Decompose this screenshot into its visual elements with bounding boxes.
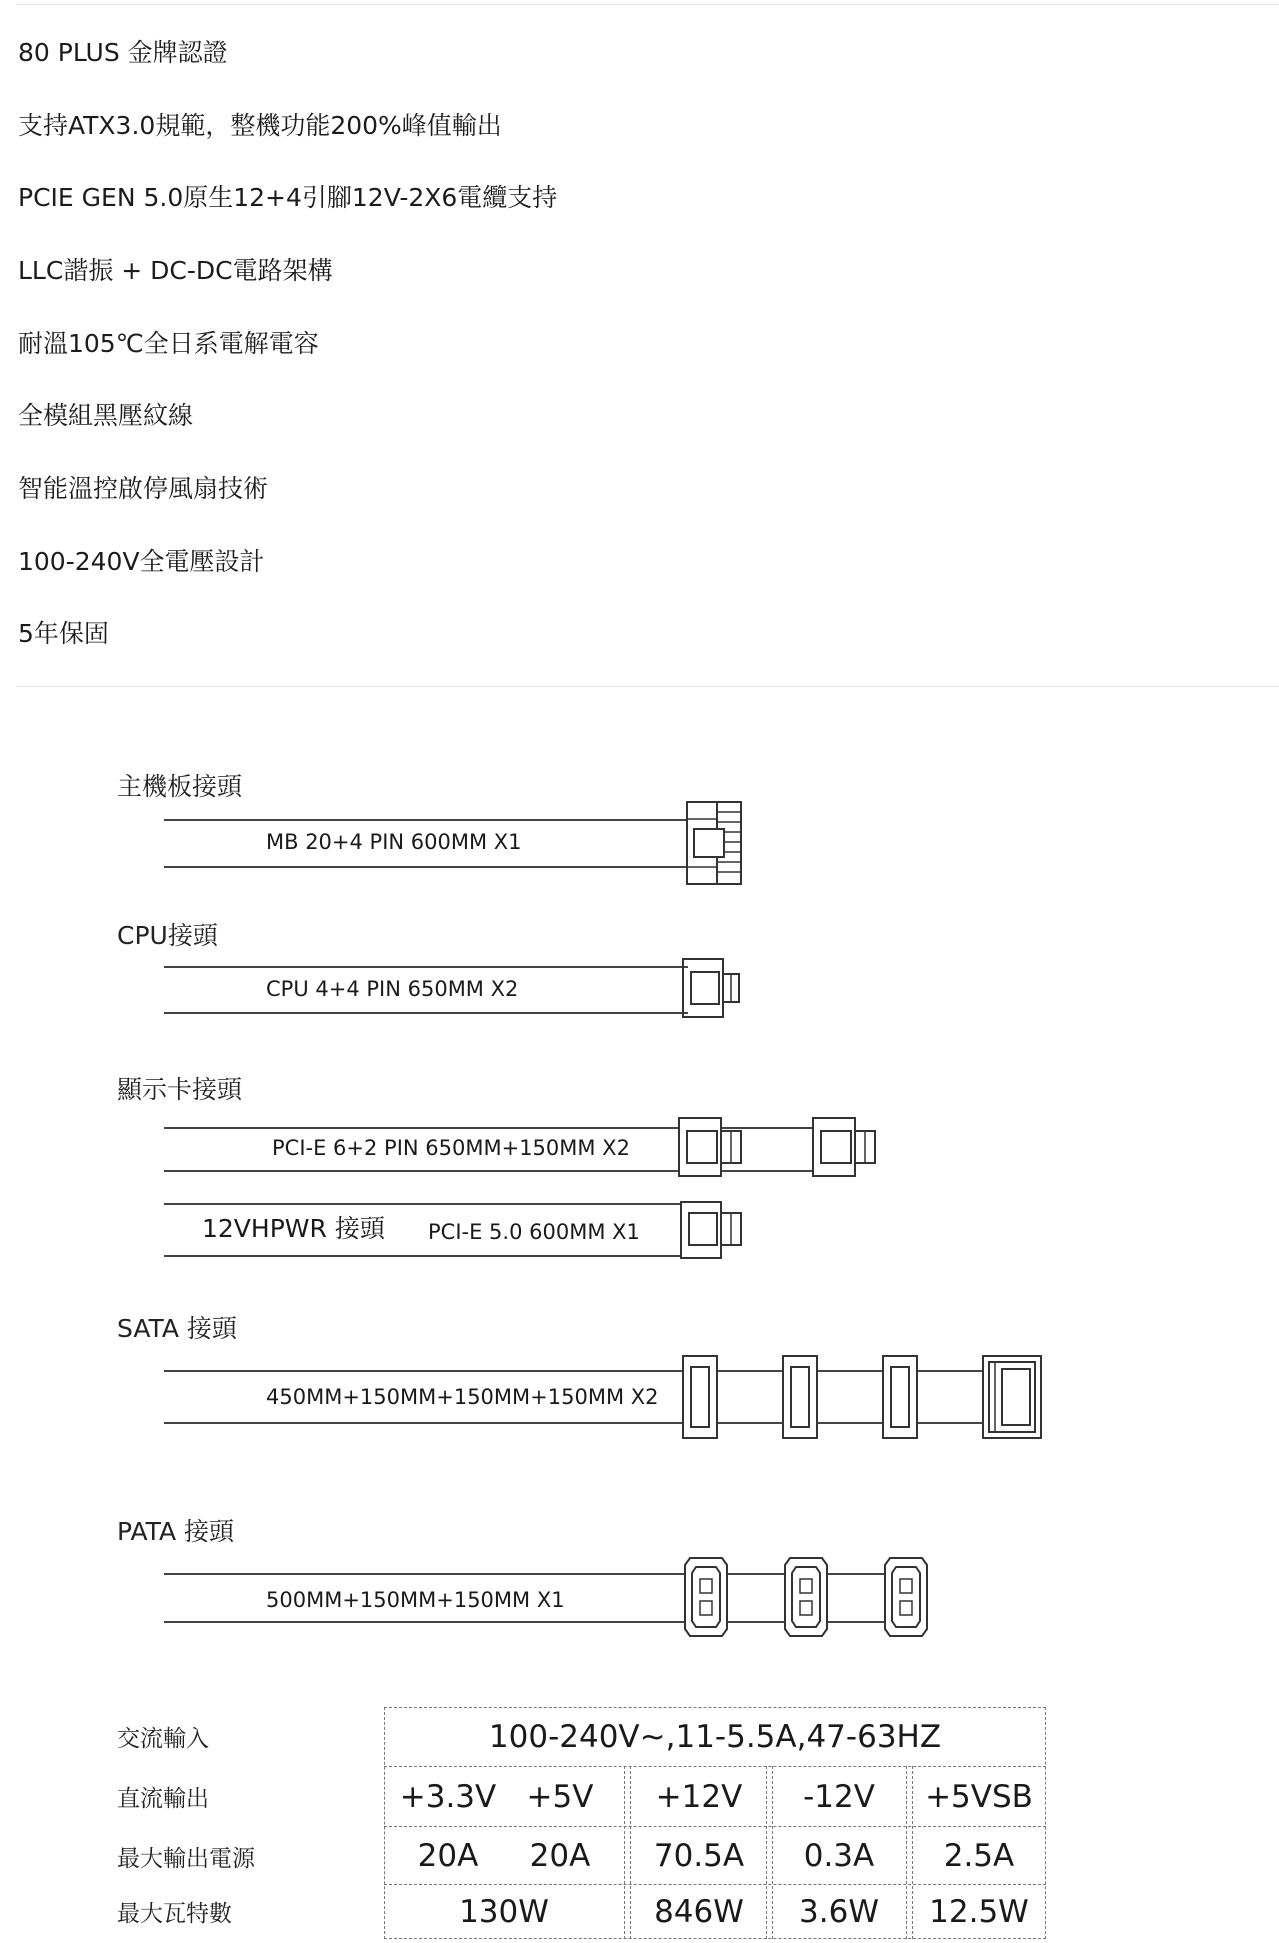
spec-col-divider	[766, 1766, 767, 1939]
feature-item: LLC諧振 + DC-DC電路架構	[18, 256, 333, 285]
spec-label-ac-input: 交流輸入	[117, 1726, 209, 1752]
gpu-8pin-connector-icon	[678, 1117, 744, 1177]
spec-rail-minus12v: -12V	[803, 1779, 875, 1815]
cpu-cable-line-bottom	[164, 1012, 688, 1014]
mb-24pin-connector-icon	[686, 801, 742, 885]
sata-connector-title: SATA 接頭	[117, 1314, 237, 1343]
spec-row-divider	[384, 1884, 1046, 1885]
spec-current-5v: 20A	[529, 1838, 591, 1874]
spec-label-max-current: 最大輸出電源	[117, 1846, 255, 1872]
pata-connector-title: PATA 接頭	[117, 1517, 235, 1546]
spec-label-max-watt: 最大瓦特數	[117, 1901, 232, 1927]
spec-col-divider	[630, 1766, 631, 1939]
cpu-connector-icon	[682, 958, 742, 1018]
feature-item: 支持ATX3.0規範，整機功能200%峰值輸出	[18, 111, 502, 140]
sata-cable-label: 450MM+150MM+150MM+150MM X2	[266, 1385, 659, 1409]
spec-row-divider	[384, 1766, 1046, 1767]
gpu-cable-label: PCI-E 6+2 PIN 650MM+150MM X2	[272, 1136, 630, 1160]
feature-item: 全模組黑壓紋線	[18, 401, 194, 430]
spec-ac-input-value: 100-240V~,11-5.5A,47-63HZ	[488, 1719, 942, 1755]
spec-col-divider	[624, 1766, 625, 1939]
gpu-8pin-connector-icon	[812, 1117, 878, 1177]
spec-current-12v: 70.5A	[653, 1838, 745, 1874]
spec-current-3v3: 20A	[417, 1838, 479, 1874]
spec-row-divider	[384, 1826, 1046, 1827]
spec-rail-5vsb: +5VSB	[925, 1779, 1033, 1815]
feature-item: 智能溫控啟停風扇技術	[18, 474, 269, 503]
spec-rail-3v3: +3.3V	[399, 1779, 497, 1815]
sata-cable-line-bottom	[164, 1422, 988, 1424]
spec-current-5vsb: 2.5A	[943, 1838, 1015, 1874]
section-divider	[16, 686, 1279, 687]
feature-item: PCIE GEN 5.0原生12+4引腳12V-2X6電纜支持	[18, 183, 558, 212]
pata-cable-label: 500MM+150MM+150MM X1	[266, 1588, 565, 1612]
cpu-cable-label: CPU 4+4 PIN 650MM X2	[266, 977, 519, 1001]
spec-rail-12v: +12V	[655, 1779, 743, 1815]
sata-connector-icon	[782, 1355, 818, 1439]
feature-item: 100-240V全電壓設計	[18, 547, 265, 576]
top-divider	[16, 4, 1279, 5]
spec-watt-12v: 846W	[654, 1894, 744, 1930]
spec-rail-5v: +5V	[526, 1779, 594, 1815]
feature-item: 5年保固	[18, 619, 109, 648]
pata-molex-connector-icon	[684, 1557, 728, 1637]
mb-connector-title: 主機板接頭	[117, 772, 243, 801]
hpwr-connector-label: 12VHPWR 接頭	[202, 1214, 385, 1243]
gpu-connector-title: 顯示卡接頭	[117, 1075, 243, 1104]
hpwr-connector-icon	[680, 1201, 744, 1259]
cpu-connector-title: CPU接頭	[117, 921, 218, 950]
pata-molex-connector-icon	[884, 1557, 928, 1637]
spec-watt-minus12v: 3.6W	[799, 1894, 879, 1930]
cpu-cable-line-top	[164, 966, 688, 968]
spec-label-dc-output: 直流輸出	[117, 1786, 209, 1812]
sata-connector-icon	[682, 1355, 718, 1439]
spec-watt-5vsb: 12.5W	[929, 1894, 1029, 1930]
sata-cable-line-top	[164, 1370, 988, 1372]
sata-end-connector-icon	[982, 1355, 1042, 1439]
hpwr-cable-line-bottom	[164, 1255, 684, 1257]
spec-col-divider	[906, 1766, 907, 1939]
mb-cable-label: MB 20+4 PIN 600MM X1	[266, 830, 522, 854]
pata-molex-connector-icon	[784, 1557, 828, 1637]
sata-connector-icon	[882, 1355, 918, 1439]
hpwr-cable-line-top	[164, 1203, 684, 1205]
feature-item: 耐溫105℃全日系電解電容	[18, 329, 319, 358]
hpwr-cable-label: PCI-E 5.0 600MM X1	[428, 1220, 640, 1244]
spec-watt-3v3-5v: 130W	[459, 1894, 549, 1930]
mb-cable-line-top	[164, 819, 688, 821]
feature-item: 80 PLUS 金牌認證	[18, 38, 228, 67]
mb-cable-line-bottom	[164, 866, 688, 868]
spec-current-minus12v: 0.3A	[803, 1838, 875, 1874]
